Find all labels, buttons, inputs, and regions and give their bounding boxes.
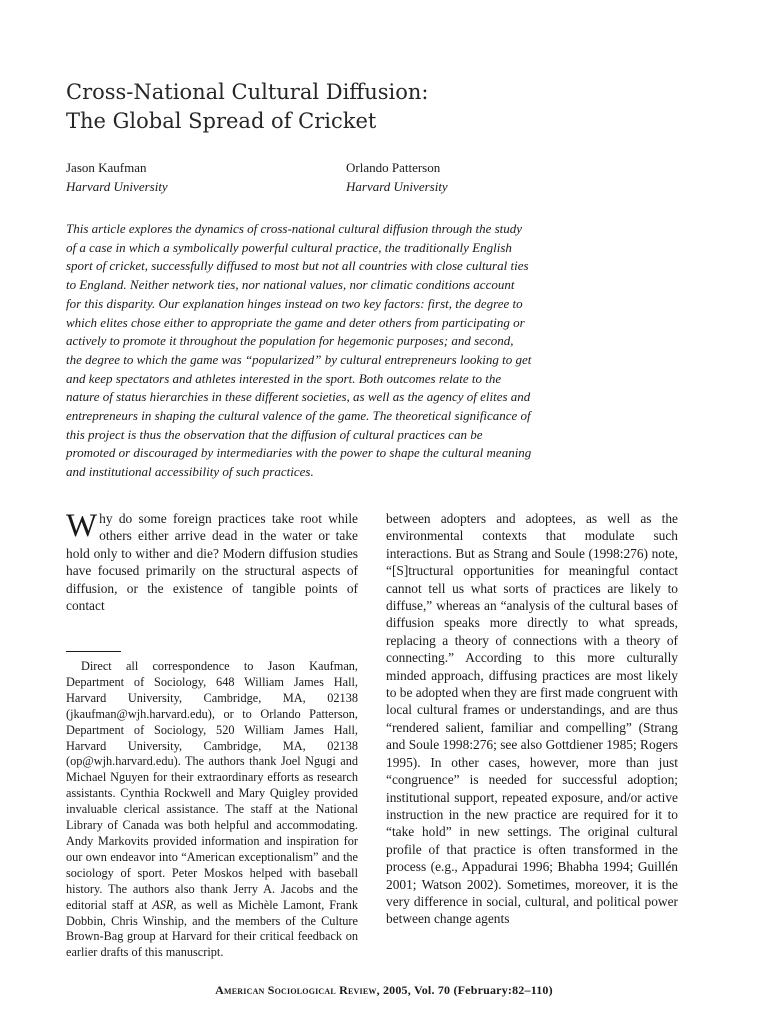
body-text-left: hy do some foreign practices take root while others either arrive dead in the water or take hold only to wither and die? Modern diffusion studies have focused primarily on the structural aspects of diffusion, or the existence of tangible points of contact [66, 511, 358, 614]
abstract-line: actively to promote it throughout the population for hegemonic purposes; and second, [66, 333, 514, 349]
abstract-line: sport of cricket, successfully diffused to most but not all countries with close cultural ties [66, 258, 529, 274]
footnote-text: Direct all correspondence to Jason Kaufman, Department of Sociology, 648 William James Hall, Harvard University, Cambridge, MA, 02138 (jkaufman@wjh.harvard.edu), or to Orlando Patterson, Department of Sociology, 520 William James Hall, Harvard University, Cambridge, MA, 02138 (op@wjh.harvard.edu). The authors thank Joel Ngugi and Michael Nguyen for their extraordinary efforts as research assistants. Cynthia Rockwell and Mary Quigley provided invaluable clerical assistance. The staff at the National Library of Canada was both helpful and accommodating. Andy Markovits provided information and inspiration for our own endeavor into “American exceptionalism” and the sociology of sport. Peter Moskos helped with baseball history. The authors also thank Jerry A. Jacobs and the editorial staff at [66, 659, 358, 912]
abstract-line: the degree to which the game was “popularized” by cultural entrepreneurs looking to get [66, 351, 532, 367]
abstract-line: which elites chose either to appropriate the game and deter others from participating or [66, 314, 525, 330]
footnote-rule [66, 651, 121, 652]
abstract-line: nature of status hierarchies in these different societies, as well as the agency of elites and [66, 389, 531, 405]
footer-details: , 2005, Vol. 70 (February:82–110) [376, 983, 553, 997]
author-block-1 [66, 158, 326, 196]
abstract-line: for this disparity. Our explanation hinges instead on two key factors: first, the degree to [66, 295, 523, 311]
abstract-line: This article explores the dynamics of cross-national cultural diffusion through the study [66, 221, 523, 236]
body-column-left [66, 510, 358, 614]
journal-abbrev: ASR [152, 897, 174, 912]
abstract-line: this project is thus the observation that the diffusion of cultural practices can be [66, 426, 483, 442]
body-text-right: between adopters and adoptees, as well as the environmental contexts that modulate such interactions. But as Strang and Soule (1998:276) note, “[S]tructural opportunities for meaningful contact cannot tell us what sorts of practices are likely to diffuse,” whereas an “analysis of the cultural bases of diffusion speaks more directly to what spreads, replacing a theory of connections with a theory of connecting.” According to this more culturally minded approach, diffusing practices are most likely to be adopted when they are first made congruent with local cultural frames or understandings, and are thus “rendered salient, familiar and compelling” (Strang and Soule 1998:276; see also Gottdiener 1985; Rogers 1995). In other cases, however, more than just “congruence” is needed for successful adoption; institutional support, repeated exposure, and/or active instruction in the new practice are required for it to “take hold” in new settings. The original cultural profile of that practice is often transformed in the process (e.g., Appadurai 1996; Bhabha 1994; Guillén 2001; Watson 2002). Sometimes, moreover, it is the very difference in social, cultural, and political power between change agents [386, 511, 678, 927]
footer-journal: American Sociological Review [215, 983, 377, 997]
abstract-line: and keep spectators and athletes interested in the sport. Both outcomes relate to the [66, 370, 502, 386]
abstract-line: and institutional accessibility of such practices. [66, 464, 314, 480]
abstract [66, 220, 626, 482]
footnote-text-end: , as well as Michèle Lamont, Frank Dobbin, Chris Winship, and the members of the Culture Brown-Bag group at Harvard for their critical feedback on earlier drafts of this manuscript. [66, 897, 358, 960]
title-line-2: The Global Spread of Cricket [66, 109, 377, 133]
author-affiliation: Harvard University [66, 179, 168, 194]
article-title [66, 78, 706, 136]
body-column-right [386, 510, 678, 928]
author-name: Jason Kaufman [66, 160, 147, 175]
author-name: Orlando Patterson [346, 160, 441, 175]
title-line-1: Cross-National Cultural Diffusion: [66, 80, 429, 104]
author-affiliation: Harvard University [346, 179, 448, 194]
author-block-2 [346, 158, 606, 196]
abstract-line: to England. Neither network ties, nor national values, nor climatic conditions account [66, 277, 515, 293]
abstract-line: entrepreneurs in shaping the cultural valence of the game. The theoretical significance of [66, 408, 531, 424]
drop-cap: W [66, 508, 98, 544]
abstract-line: of a case in which a symbolically powerful cultural practice, the traditionally English [66, 239, 512, 255]
body-paragraph-left [66, 510, 358, 614]
footnote [66, 659, 358, 961]
abstract-line: promoted or discouraged by intermediaries with the power to shape the cultural meaning [66, 445, 532, 461]
page-footer [0, 983, 768, 998]
